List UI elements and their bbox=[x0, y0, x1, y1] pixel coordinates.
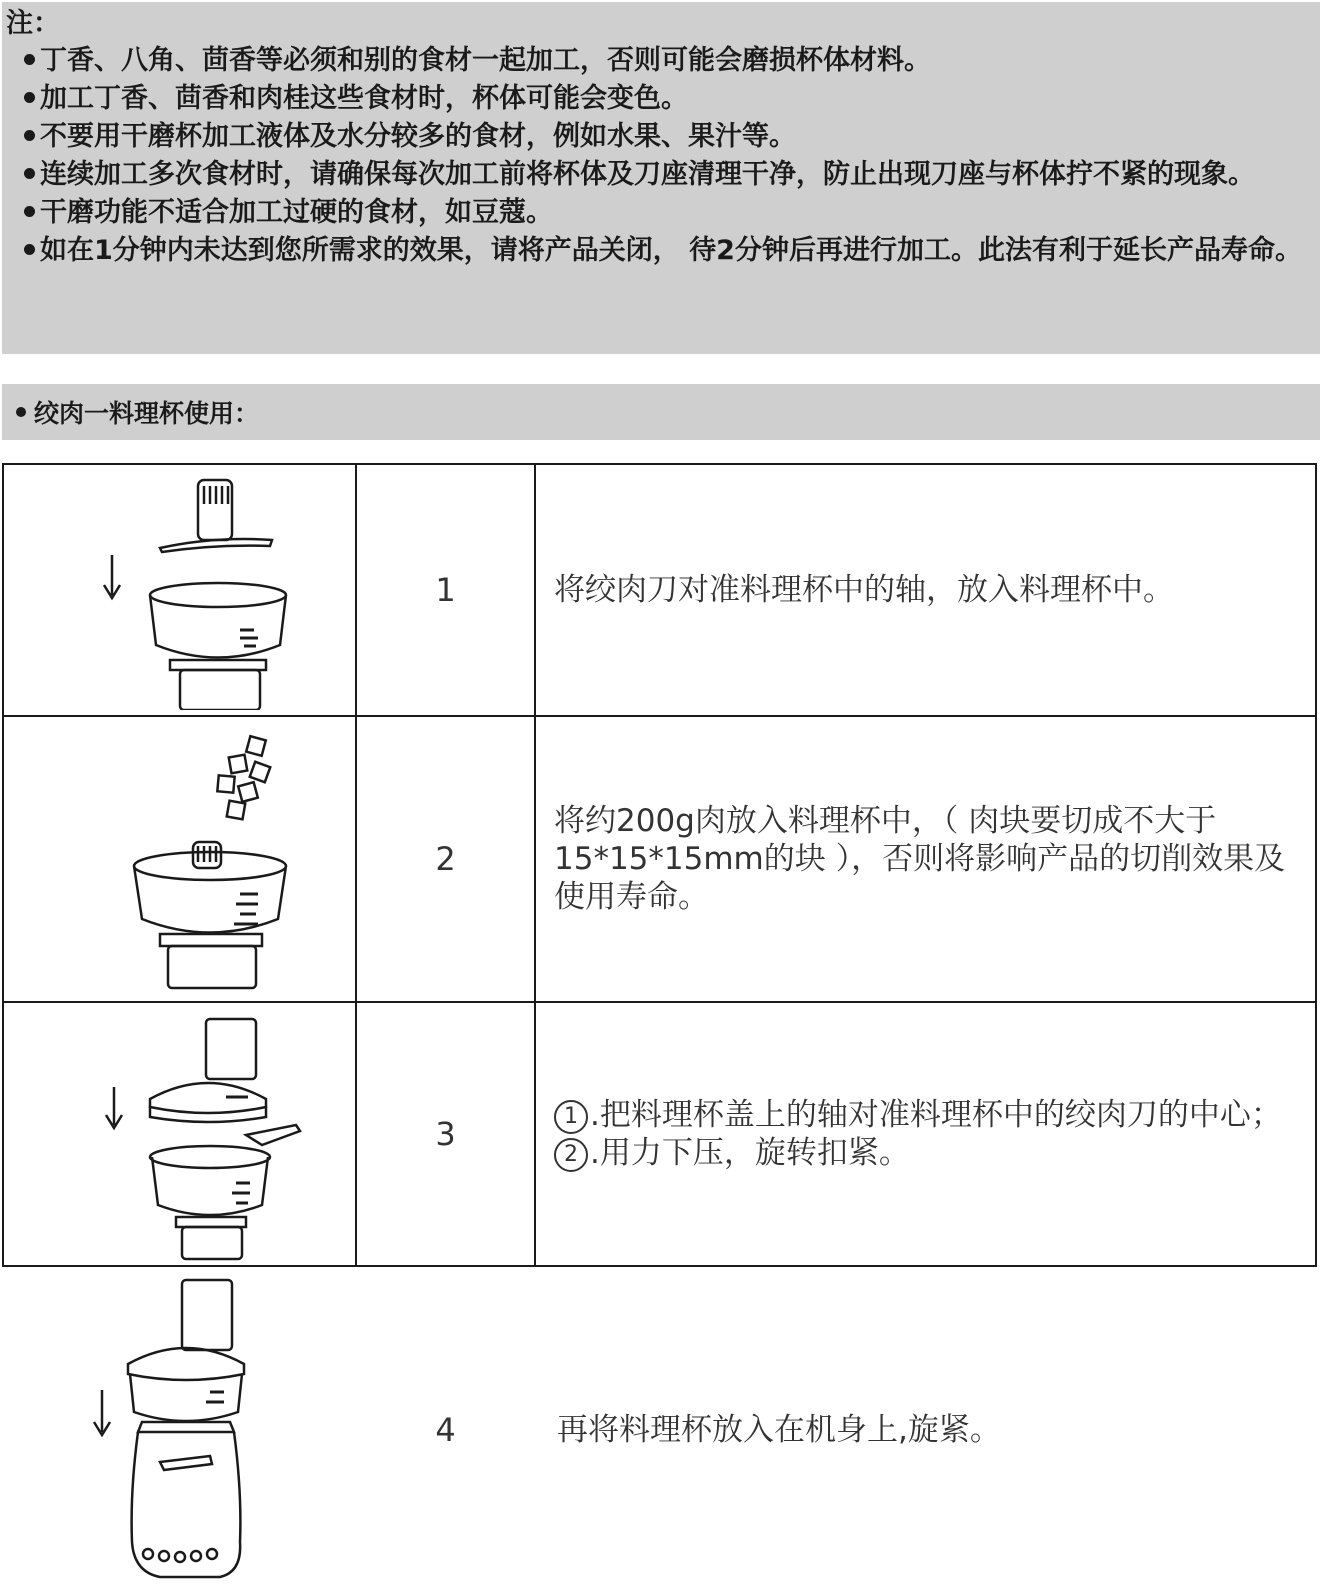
circled-number: 2 bbox=[554, 1138, 588, 1172]
step-illustration-cell bbox=[3, 1002, 356, 1266]
bullet-icon bbox=[24, 168, 35, 179]
step-row bbox=[3, 716, 1316, 1002]
bullet-icon bbox=[24, 92, 35, 103]
step-illustration-cell bbox=[3, 716, 356, 1002]
bullet-icon bbox=[16, 407, 26, 417]
section-header bbox=[2, 384, 1320, 440]
section-title: 绞肉一料理杯使用： bbox=[34, 399, 260, 428]
step-row bbox=[3, 1002, 1316, 1266]
circled-number: 1 bbox=[554, 1100, 588, 1134]
bullet-icon bbox=[24, 244, 35, 255]
step-line: 1 .把料理杯盖上的轴对准料理杯中的绞肉刀的中心； bbox=[554, 1096, 1303, 1134]
notes-panel bbox=[2, 2, 1320, 354]
steps-table bbox=[2, 463, 1317, 1592]
note-item: 干磨功能不适合加工过硬的食材，如豆蔻。 bbox=[6, 194, 1320, 232]
step-illustration-cell bbox=[3, 1266, 356, 1592]
note-item: 不要用干磨杯加工液体及水分较多的食材，例如水果、果汁等。 bbox=[6, 118, 1320, 156]
step-number: 4 bbox=[435, 1410, 456, 1449]
step-illustration-cell bbox=[3, 464, 356, 716]
note-item: 连续加工多次食材时，请确保每次加工前将杯体及刀座清理干净，防止出现刀座与杯体拧不紧的现象。 bbox=[6, 156, 1320, 194]
note-item: 加工丁香、茴香和肉桂这些食材时，杯体可能会变色。 bbox=[6, 80, 1320, 118]
step-number: 3 bbox=[356, 1002, 535, 1266]
blade-into-bowl-illustration bbox=[30, 470, 330, 710]
step-row bbox=[3, 464, 1316, 716]
note-item: 如在1分钟内未达到您所需求的效果，请将产品关闭， 待2分钟后再进行加工。此法有利于延长产品寿命。 bbox=[6, 232, 1320, 270]
bullet-icon bbox=[24, 130, 35, 141]
bullet-icon bbox=[24, 206, 35, 217]
bullet-icon bbox=[24, 54, 35, 65]
step-line: 2 .用力下压，旋转扣紧。 bbox=[554, 1134, 1303, 1172]
step-text: 将约200g肉放入料理杯中，（ 肉块要切成不大于15*15*15mm的块 ），否则将影响产品的切削效果及使用寿命。 bbox=[535, 716, 1316, 1002]
step-text bbox=[535, 1002, 1316, 1266]
note-item: 丁香、八角、茴香等必须和别的食材一起加工，否则可能会磨损杯体材料。 bbox=[6, 42, 1320, 80]
lid-onto-bowl-illustration bbox=[30, 1007, 330, 1262]
meat-into-bowl-illustration bbox=[30, 724, 330, 994]
step-number: 1 bbox=[356, 464, 535, 716]
step-text: 将绞肉刀对准料理杯中的轴，放入料理杯中。 bbox=[535, 464, 1316, 716]
step-row bbox=[3, 1266, 1316, 1592]
cup-onto-base-illustration bbox=[30, 1272, 330, 1587]
step-text: 再将料理杯放入在机身上,旋紧。 bbox=[557, 1411, 1001, 1448]
step-number: 2 bbox=[356, 716, 535, 1002]
notes-title: 注： bbox=[6, 8, 60, 39]
